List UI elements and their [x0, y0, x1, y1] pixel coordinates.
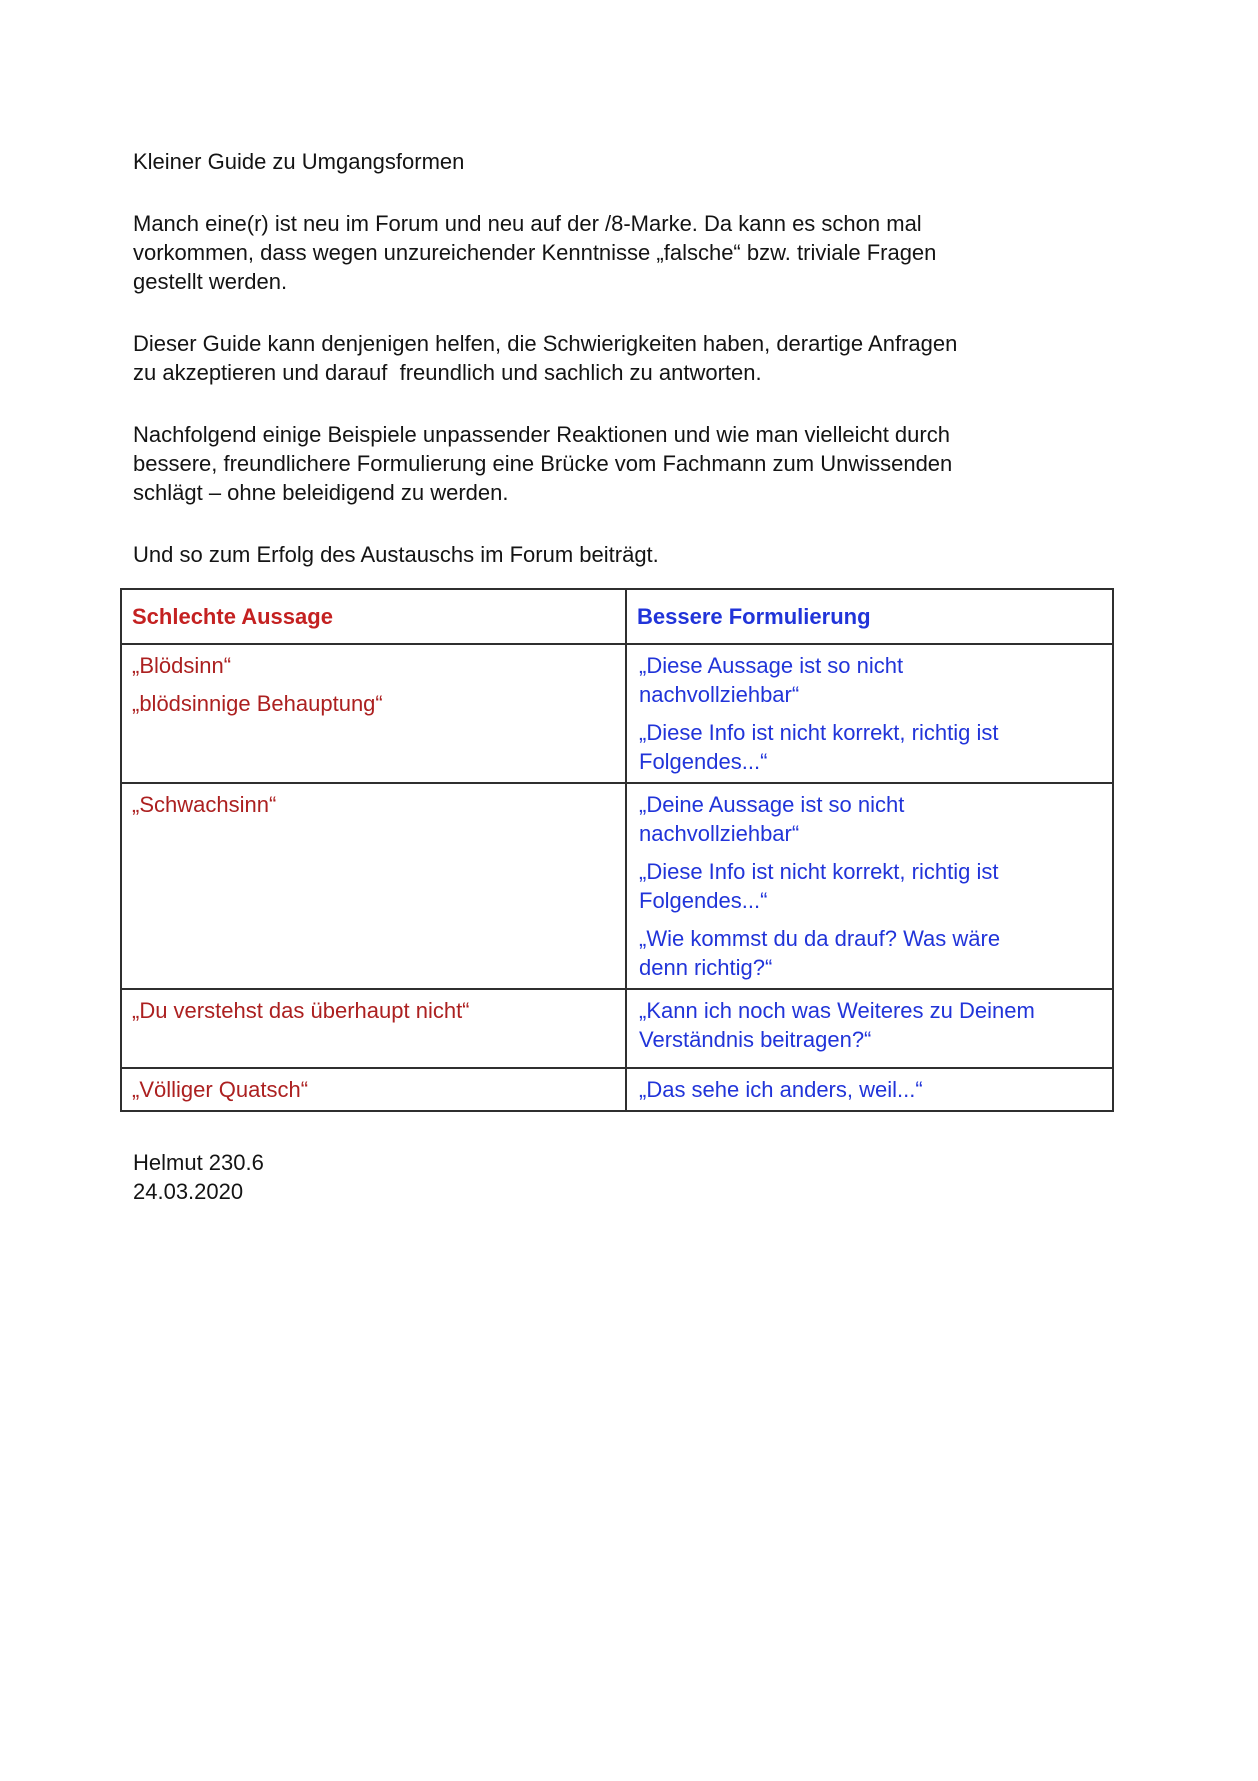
- cell-line: nachvollziehbar“: [639, 682, 800, 707]
- cell-line: „Blödsinn“: [132, 653, 232, 678]
- cell-line: „Wie kommst du da drauf? Was wäre: [639, 926, 1001, 951]
- cell-paragraph: [132, 651, 615, 680]
- column-header-schlechte-aussage: Schlechte Aussage: [121, 589, 626, 644]
- cell-line: „Diese Info ist nicht korrekt, richtig ist: [639, 859, 999, 884]
- paragraph-line: bessere, freundlichere Formulierung eine Brücke vom Fachmann zum Unwissenden: [133, 451, 953, 476]
- bad-statement-cell: [121, 644, 626, 783]
- cell-line: „Diese Info ist nicht korrekt, richtig ist: [639, 720, 999, 745]
- cell-line: Folgendes...“: [639, 749, 768, 774]
- table-row: [121, 644, 1113, 783]
- cell-paragraph: [132, 790, 615, 819]
- cell-paragraph: [639, 651, 1102, 709]
- document-footer: [133, 1148, 1138, 1206]
- cell-line: nachvollziehbar“: [639, 821, 800, 846]
- guide-comparison-table: [120, 588, 1114, 1112]
- cell-paragraph: [639, 924, 1102, 982]
- cell-paragraph: [132, 1075, 615, 1104]
- intro-paragraph-3: [133, 420, 1138, 507]
- better-phrasing-cell: [626, 989, 1113, 1068]
- paragraph-line: Nachfolgend einige Beispiele unpassender Reaktionen und wie man vielleicht durch: [133, 422, 950, 447]
- paragraph-line: vorkommen, dass wegen unzureichender Kenntnisse „falsche“ bzw. triviale Fragen: [133, 240, 937, 265]
- better-phrasing-cell: [626, 783, 1113, 989]
- cell-paragraph: [639, 996, 1102, 1054]
- paragraph-line: schlägt – ohne beleidigend zu werden.: [133, 480, 509, 505]
- cell-line: Folgendes...“: [639, 888, 768, 913]
- cell-paragraph: [639, 718, 1102, 776]
- cell-paragraph: [639, 857, 1102, 915]
- paragraph-line: Dieser Guide kann denjenigen helfen, die Schwierigkeiten haben, derartige Anfragen: [133, 331, 958, 356]
- table-header-row: [121, 589, 1113, 644]
- column-header-bessere-formulierung: Bessere Formulierung: [626, 589, 1113, 644]
- footer-author: Helmut 230.6: [133, 1150, 264, 1175]
- table-row: [121, 783, 1113, 989]
- cell-line: „Völliger Quatsch“: [132, 1077, 309, 1102]
- cell-paragraph: [639, 1075, 1102, 1104]
- cell-line: „Deine Aussage ist so nicht: [639, 792, 905, 817]
- cell-line: „Kann ich noch was Weiteres zu Deinem: [639, 998, 1035, 1023]
- cell-paragraph: [132, 996, 615, 1025]
- better-phrasing-cell: [626, 1068, 1113, 1111]
- cell-line: denn richtig?“: [639, 955, 773, 980]
- bad-statement-cell: [121, 783, 626, 989]
- paragraph-line: Manch eine(r) ist neu im Forum und neu auf der /8-Marke. Da kann es schon mal: [133, 211, 922, 236]
- page-title: Kleiner Guide zu Umgangsformen: [133, 149, 465, 174]
- paragraph-line: Und so zum Erfolg des Austauschs im Forum beiträgt.: [133, 542, 659, 567]
- cell-line: „Du verstehst das überhaupt nicht“: [132, 998, 470, 1023]
- paragraph-line: zu akzeptieren und darauf freundlich und sachlich zu antworten.: [133, 360, 762, 385]
- cell-line: Verständnis beitragen?“: [639, 1027, 872, 1052]
- paragraph-line: gestellt werden.: [133, 269, 288, 294]
- intro-paragraph-4: [133, 540, 1138, 569]
- cell-line: „blödsinnige Behauptung“: [132, 691, 383, 716]
- footer-date: 24.03.2020: [133, 1179, 244, 1204]
- cell-paragraph: [132, 689, 615, 718]
- intro-paragraph-2: [133, 329, 1138, 387]
- bad-statement-cell: [121, 1068, 626, 1111]
- cell-line: „Das sehe ich anders, weil...“: [639, 1077, 923, 1102]
- table-row: [121, 1068, 1113, 1111]
- table-row: [121, 989, 1113, 1068]
- bad-statement-cell: [121, 989, 626, 1068]
- cell-line: „Diese Aussage ist so nicht: [639, 653, 904, 678]
- intro-paragraph-1: [133, 209, 1138, 296]
- cell-paragraph: [639, 790, 1102, 848]
- cell-line: „Schwachsinn“: [132, 792, 277, 817]
- better-phrasing-cell: [626, 644, 1113, 783]
